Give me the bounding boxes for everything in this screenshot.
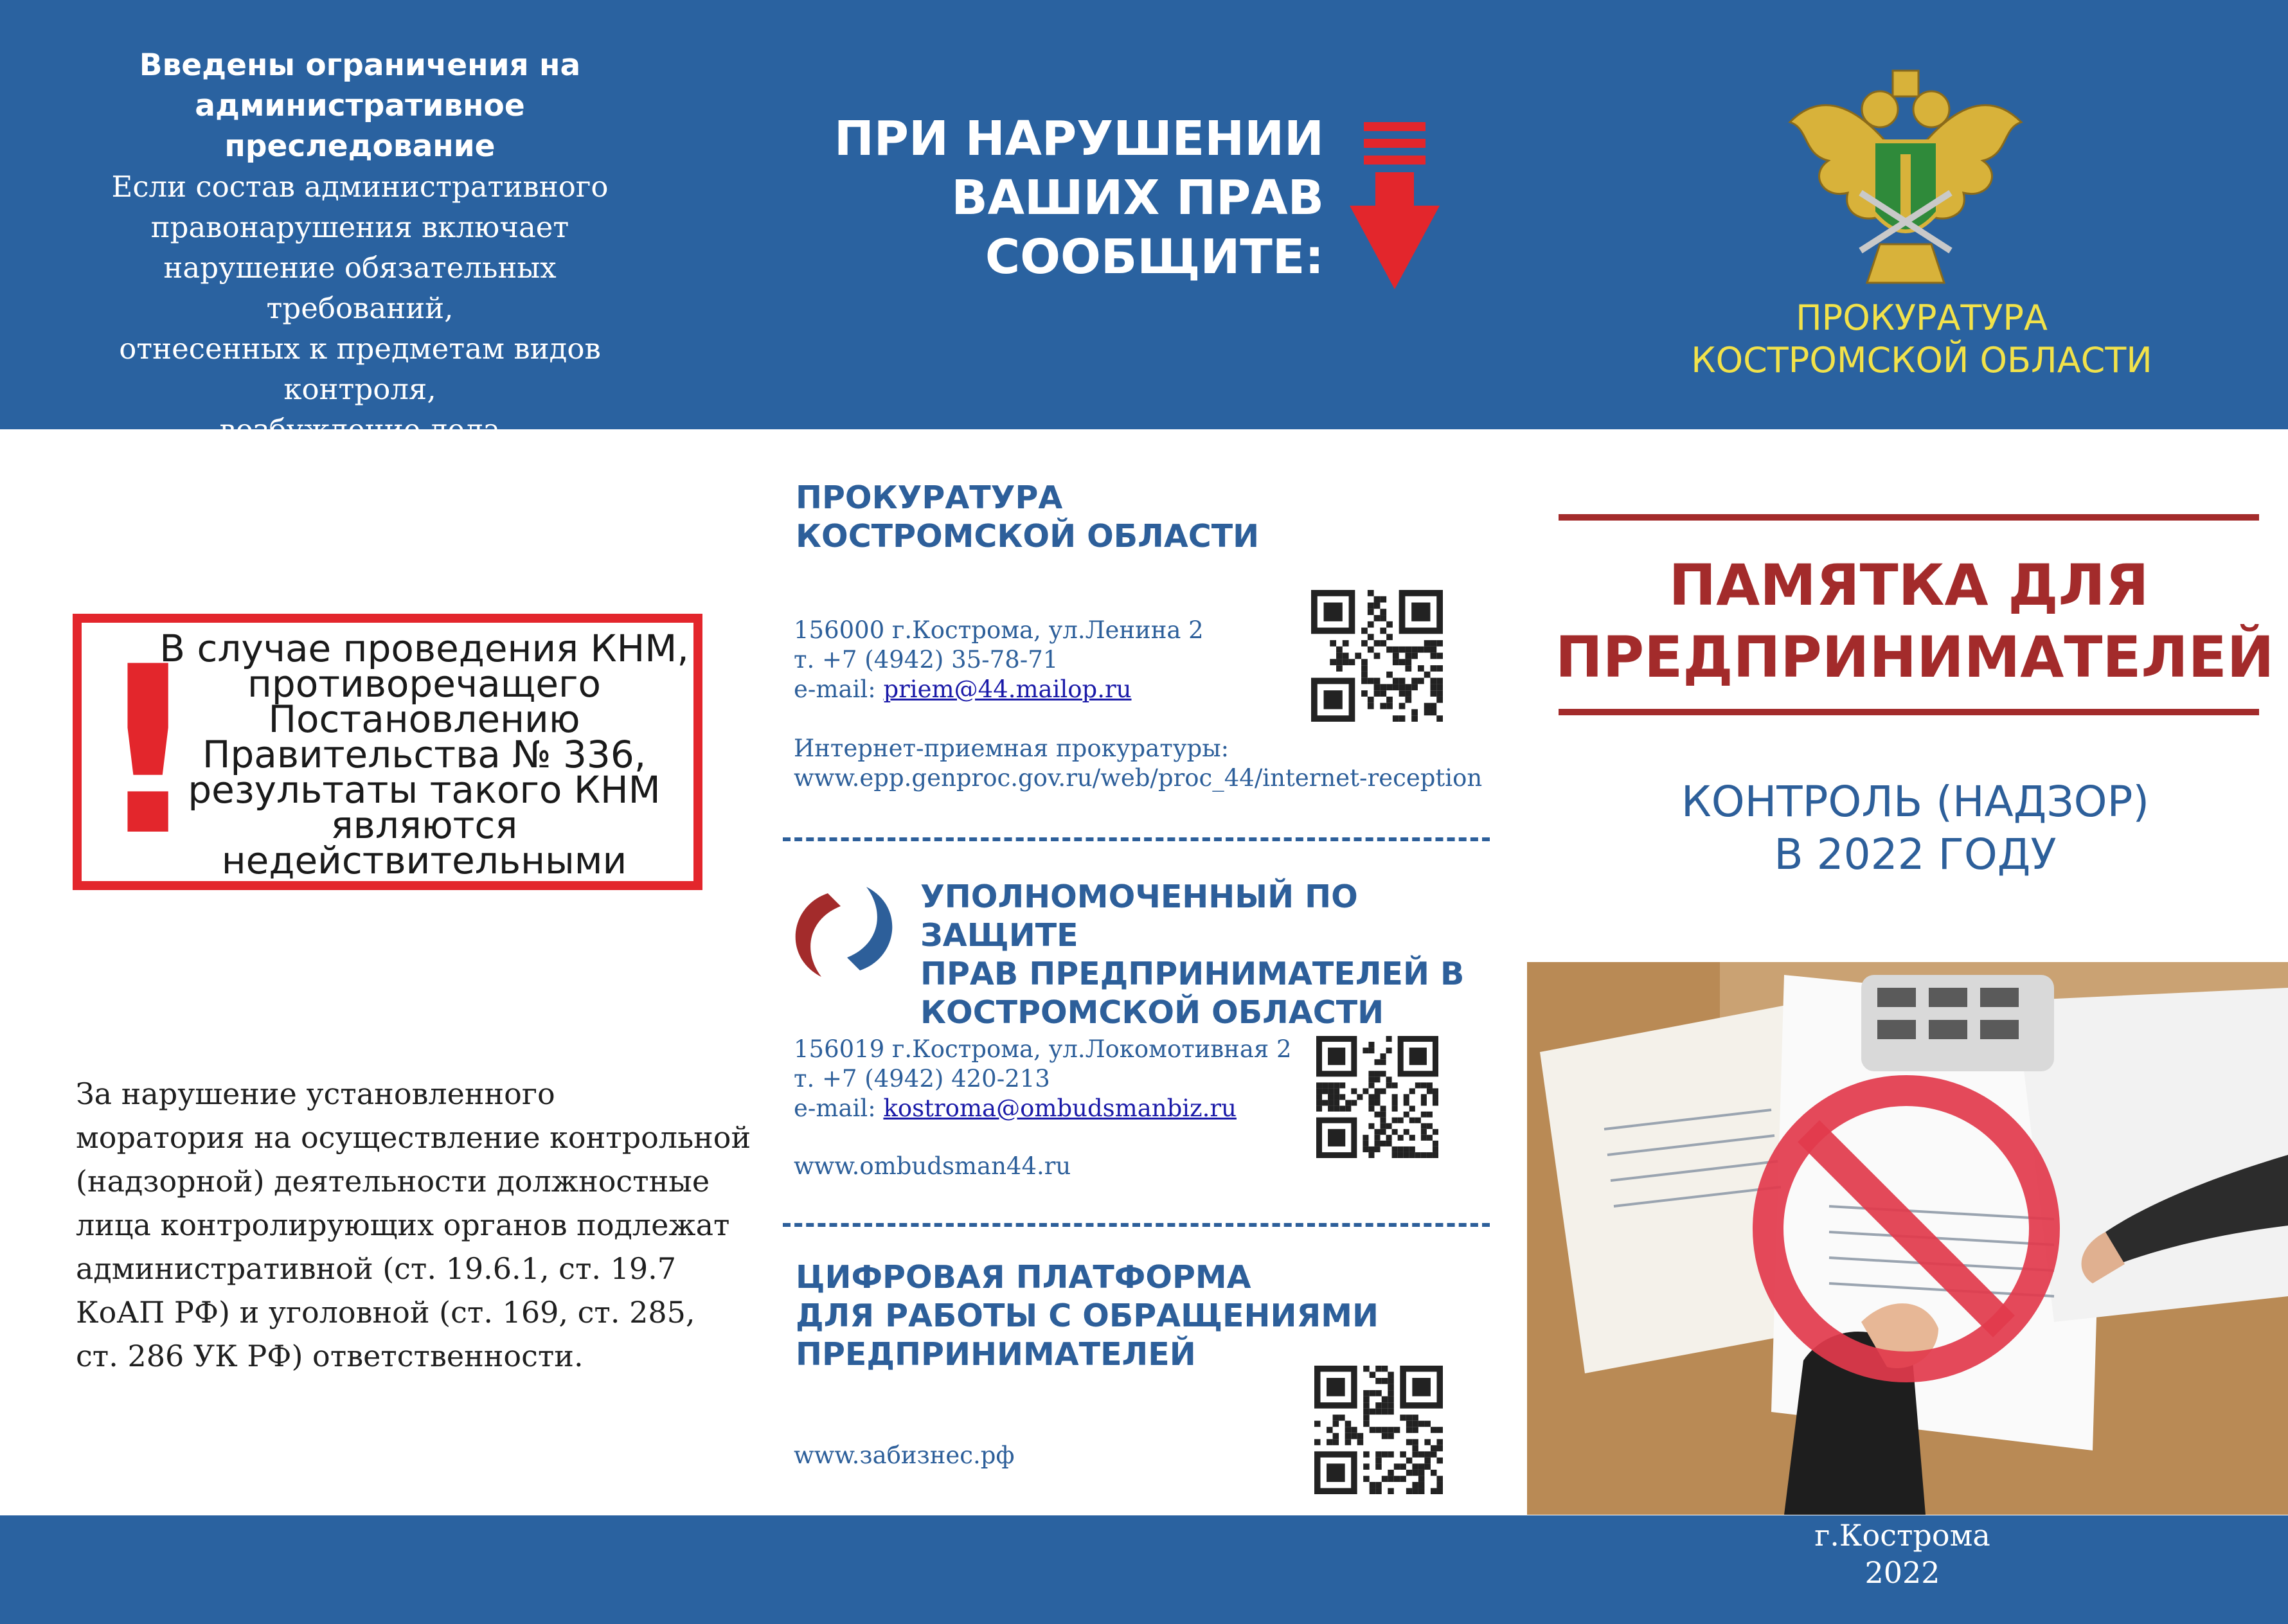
ombudsman-heading-line: УПОЛНОМОЧЕННЫЙ ПО ЗАЩИТЕ — [920, 879, 1358, 954]
notice-line: по итогам проведения КНМ — [145, 575, 575, 609]
control-subtitle-line-2: В 2022 ГОДУ — [1774, 830, 2057, 879]
prosecutor-email-row — [794, 675, 1308, 704]
memo-title-line-1: ПАМЯТКА ДЛЯ — [1668, 552, 2149, 618]
platform-heading-line: ЦИФРОВАЯ ПЛАТФОРМА — [796, 1259, 1251, 1296]
exclamation-icon: ! — [95, 617, 201, 886]
prosecutor-contacts — [794, 616, 1308, 704]
ombudsman-email-link[interactable]: kostroma@ombudsmanbiz.ru — [883, 1094, 1237, 1122]
ombudsman-heading — [920, 878, 1499, 1032]
memo-title — [1555, 549, 2275, 693]
warning-text — [154, 627, 694, 882]
reception-url[interactable]: www.epp.genproc.gov.ru/web/proc_44/internet-reception — [794, 764, 1483, 792]
warning-line: являются — [330, 803, 518, 847]
org-title-line-1: ПРОКУРАТУРА — [1796, 298, 2048, 338]
platform-heading-line: ДЛЯ РАБОТЫ С ОБРАЩЕНИЯМИ — [796, 1298, 1379, 1334]
liability-text — [76, 1072, 757, 1378]
report-callout — [797, 109, 1324, 287]
liability-line: ст. 286 УК РФ) ответственности. — [76, 1339, 584, 1373]
liability-line: моратория на осуществление контрольной — [76, 1120, 751, 1155]
prosecutor-reception — [794, 734, 1533, 793]
notice-line: возбуждение дела административном — [213, 413, 507, 487]
footer-year: 2022 — [1864, 1555, 1940, 1590]
prosecutor-heading — [796, 479, 1438, 556]
arrow-down-icon — [1350, 122, 1440, 289]
liability-line: За нарушение установленного — [76, 1076, 555, 1111]
ombudsman-address: 156019 г.Кострома, ул.Локомотивная 2 — [794, 1035, 1292, 1063]
warning-line: недействительными — [221, 839, 627, 882]
liability-line: (надзорной) деятельности должностные — [76, 1164, 710, 1199]
notice-line: правонарушении возможно только — [147, 494, 573, 568]
prosecutor-email-link[interactable]: priem@44.mailop.ru — [883, 675, 1132, 703]
reception-label: Интернет-приемная прокуратуры: — [794, 735, 1229, 762]
platform-heading-line: ПРЕДПРИНИМАТЕЛЕЙ — [796, 1336, 1196, 1373]
platform-site[interactable]: www.забизнес.рф — [794, 1441, 1015, 1469]
section-divider — [783, 837, 1490, 841]
ombudsman-heading-line: ПРАВ ПРЕДПРИНИМАТЕЛЕЙ В — [920, 956, 1465, 992]
org-title-line-2: КОСТРОМСКОЙ ОБЛАСТИ — [1691, 340, 2152, 380]
warning-line: результаты такого КНМ — [188, 768, 661, 812]
ombudsman-contacts — [794, 1035, 1340, 1123]
prosecutor-phone: т. +7 (4942) 35-78-71 — [794, 646, 1059, 674]
warning-line: В случае проведения КНМ, — [159, 627, 689, 670]
liability-line: КоАП РФ) и уголовной (ст. 169, ст. 285, — [76, 1295, 695, 1330]
prosecutor-heading-line: КОСТРОМСКОЙ ОБЛАСТИ — [796, 518, 1260, 555]
notice-line: нарушение обязательных требований, — [163, 251, 557, 325]
email-label: e-mail: — [794, 675, 884, 703]
qr-code-icon — [1316, 1036, 1438, 1158]
ombudsman-site[interactable]: www.ombudsman44.ru — [794, 1152, 1071, 1180]
memo-title-line-2: ПРЕДПРИНИМАТЕЛЕЙ — [1555, 624, 2275, 690]
warning-line: Правительства № 336, — [202, 733, 647, 776]
qr-code-icon — [1311, 590, 1443, 722]
ombudsman-phone: т. +7 (4942) 420-213 — [794, 1065, 1050, 1093]
notice-line: Если состав административного — [111, 170, 609, 204]
prosecutor-address: 156000 г.Кострома, ул.Ленина 2 — [794, 616, 1204, 644]
prosecutor-heading-line: ПРОКУРАТУРА — [796, 479, 1063, 516]
warning-line: Постановлению — [268, 697, 580, 741]
liability-line: административной (ст. 19.6.1, ст. 19.7 — [76, 1251, 677, 1286]
notice-line: правонарушения включает — [150, 210, 569, 244]
notice-line: отнесенных к предметам видов контроля, — [119, 332, 601, 406]
section-divider — [783, 1223, 1490, 1227]
ombudsman-email-row — [794, 1094, 1340, 1123]
callout-line: ВАШИХ ПРАВ — [951, 170, 1324, 226]
notice-title-line-1: Введены ограничения на — [139, 48, 581, 83]
control-subtitle-line-1: КОНТРОЛЬ (НАДЗОР) — [1681, 777, 2150, 826]
callout-line: ПРИ НАРУШЕНИИ — [834, 111, 1324, 166]
control-subtitle — [1594, 776, 2237, 881]
title-rule-bottom — [1559, 709, 2259, 715]
platform-heading — [796, 1258, 1438, 1374]
prohibited-icon — [1739, 1062, 2073, 1396]
title-rule-top — [1559, 514, 2259, 521]
ombudsman-heading-line: КОСТРОМСКОЙ ОБЛАСТИ — [920, 994, 1384, 1031]
ombudsman-logo-icon — [783, 880, 905, 983]
notice-title-line-2: административное преследование — [195, 88, 525, 164]
liability-line: лица контролирующих органов подлежат — [76, 1208, 730, 1242]
org-title — [1632, 297, 2211, 382]
emblem-icon — [1783, 64, 2028, 302]
warning-line: противоречащего — [247, 662, 601, 706]
footer-place-year — [1735, 1517, 2069, 1591]
callout-line: СООБЩИТЕ: — [985, 229, 1324, 285]
restriction-notice — [96, 45, 623, 612]
documents-photo — [1527, 962, 2288, 1515]
qr-code-icon — [1314, 1366, 1443, 1494]
email-label: e-mail: — [794, 1094, 884, 1122]
footer-city: г.Кострома — [1814, 1518, 1990, 1553]
